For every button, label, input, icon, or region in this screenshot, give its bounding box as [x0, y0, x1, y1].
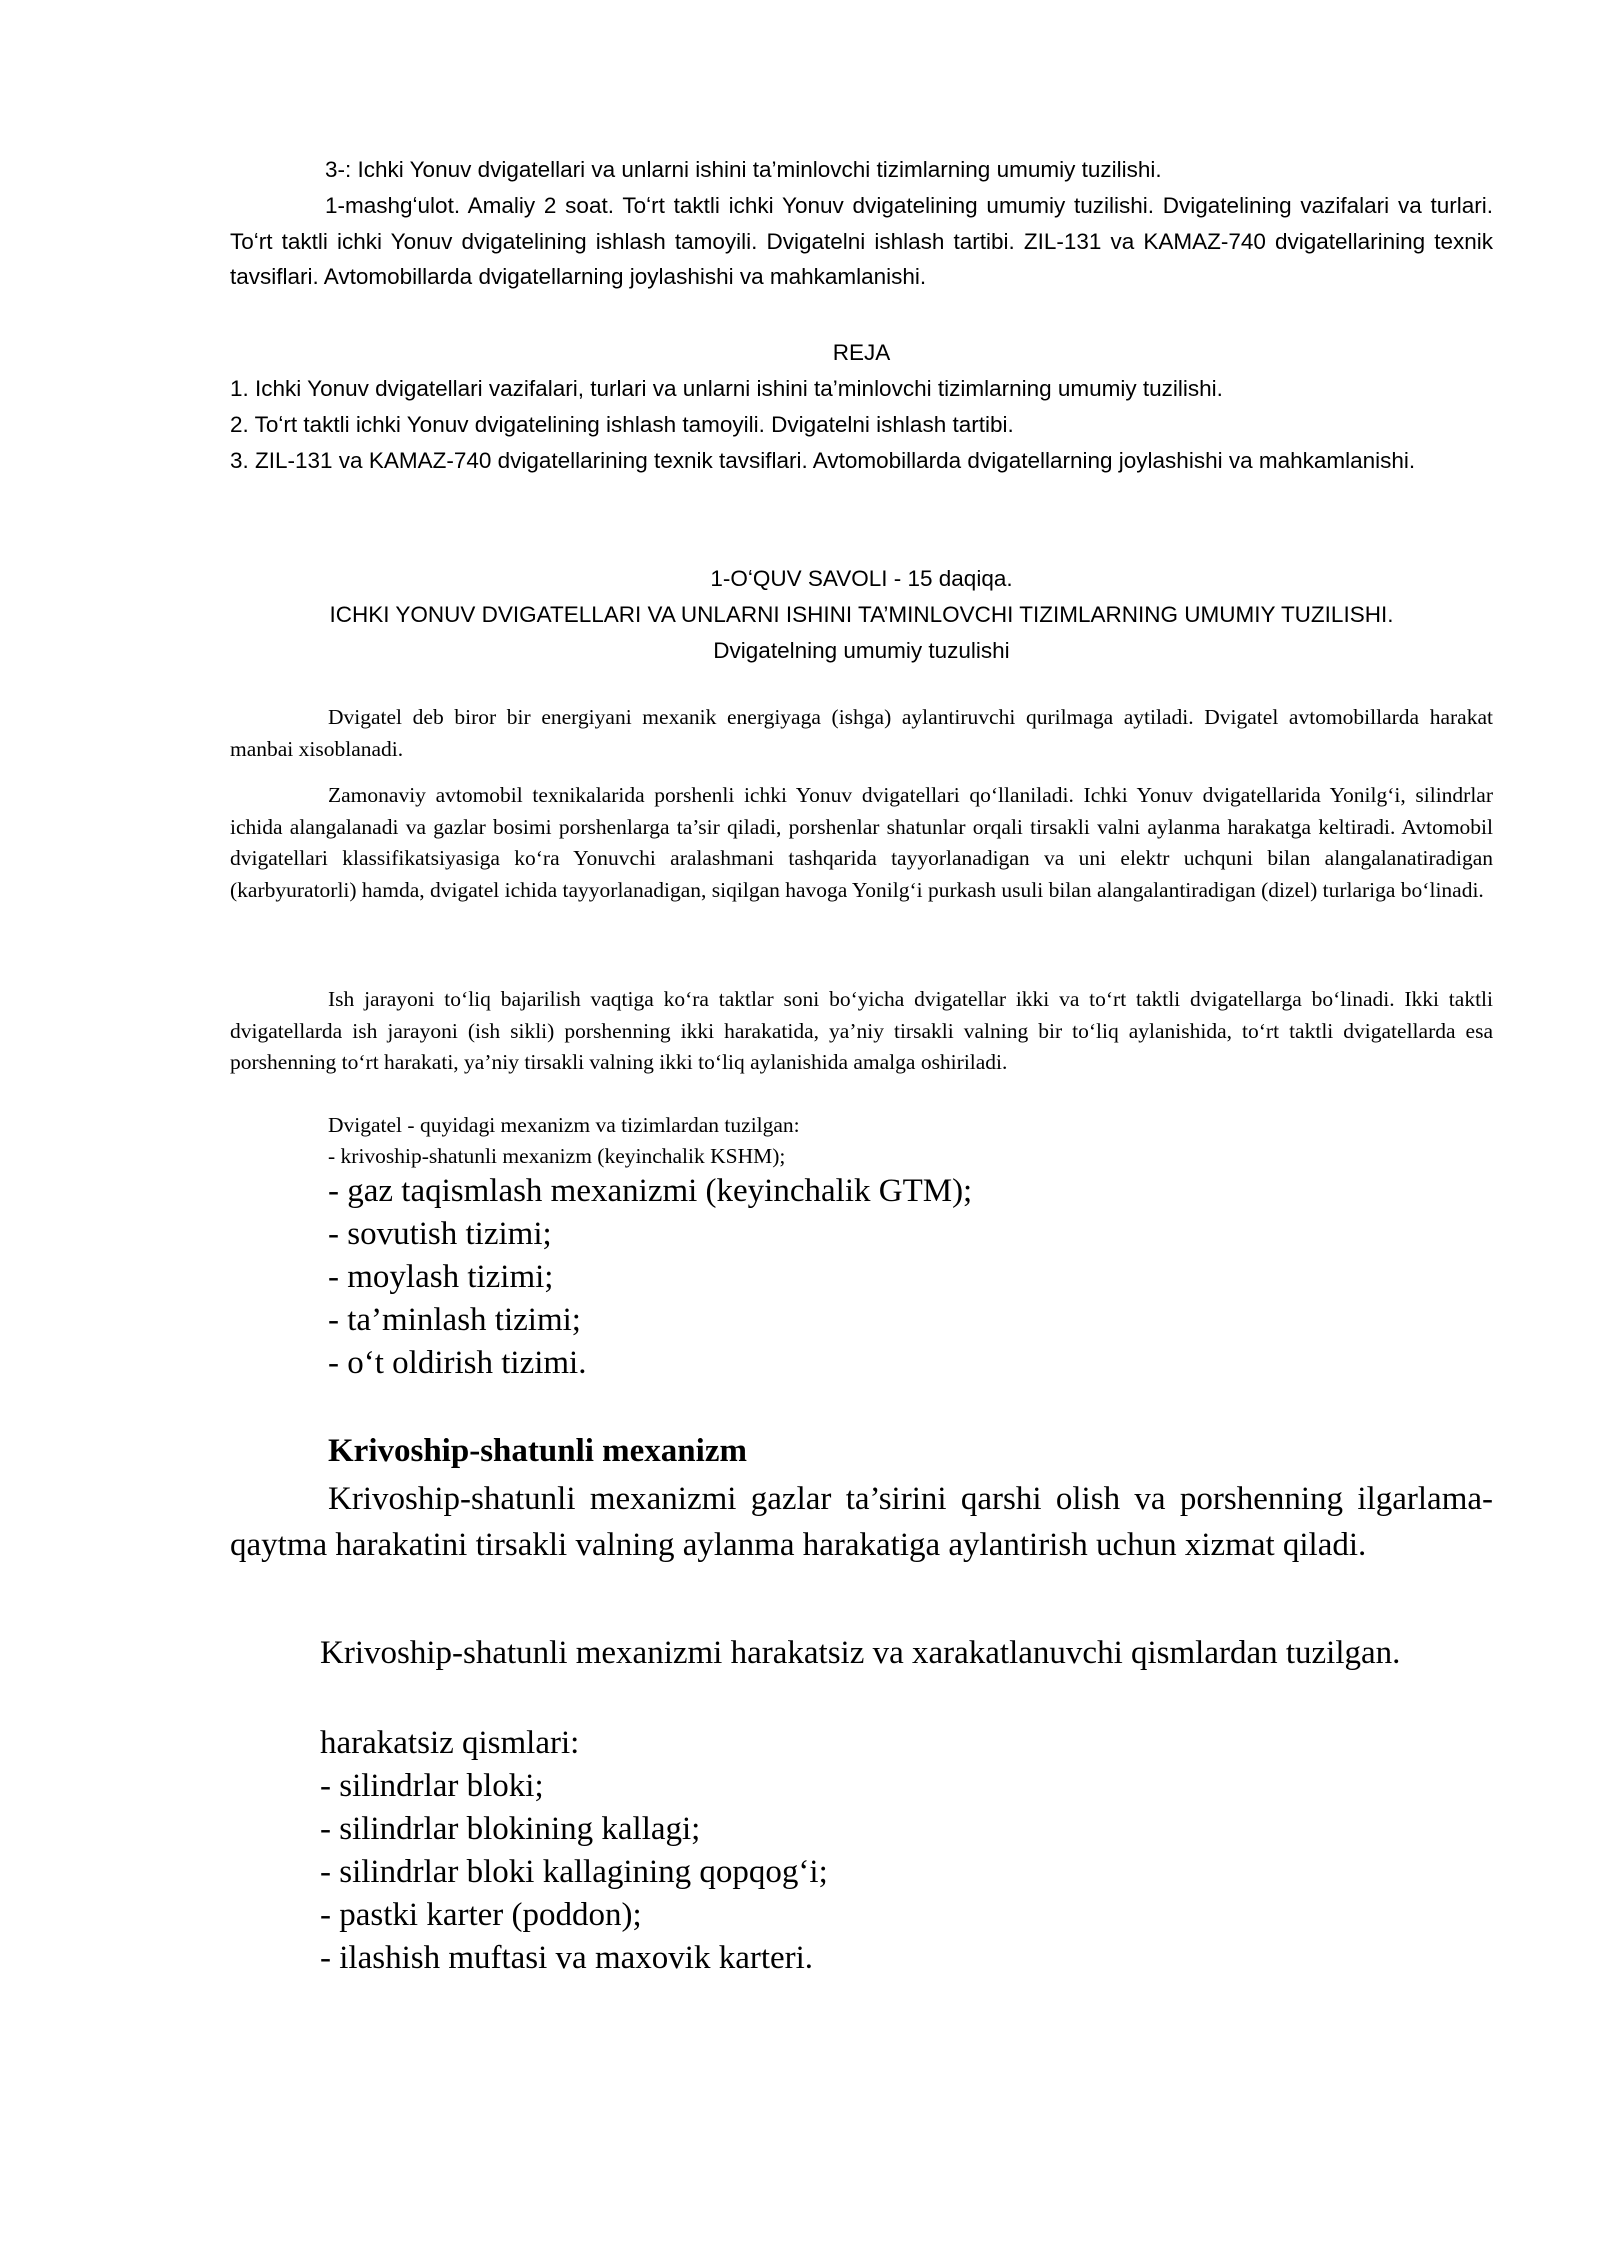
question-subtitle: Dvigatelning umumiy tuzulishi [713, 638, 1010, 663]
component-item: - gaz taqismlash mexanizmi (keyinchalik GTM); [328, 1173, 973, 1209]
component-item: - krivoship-shatunli mexanizm (keyinchalik KSHM); [328, 1144, 786, 1168]
plan-title: REJA [832, 340, 891, 365]
components-intro: Dvigatel - quyidagi mexanizm va tizimlardan tuzilgan: [328, 1113, 800, 1137]
question-label: 1-OʻQUV SAVOLI - 15 daqiqa. [710, 566, 1013, 591]
section-paragraph: Krivoship-shatunli mexanizmi gazlar ta’sirini qarshi olish va porshenning ilgarlama-qaytma harakatini tirsakli valning aylanma harakatiga aylantirish uchun xizmat qiladi. [230, 1481, 1493, 1563]
plan-item: 3. ZIL-131 va KAMAZ-740 dvigatellarining texnik tavsiflari. Avtomobillarda dvigatellarning joylashishi va mahkamlanishi. [230, 448, 1416, 473]
plan-item: 2. Toʻrt taktli ichki Yonuv dvigatelining ishlash tamoyili. Dvigatelni ishlash tartibi. [230, 412, 1014, 437]
component-item: - sovutish tizimi; [328, 1216, 552, 1252]
body-paragraph: Dvigatel deb biror bir energiyani mexanik energiyaga (ishga) aylantiruvchi qurilmaga aytiladi. Dvigatel avtomobillarda harakat manbai xisoblanadi. [230, 705, 1493, 761]
section-paragraph: Krivoship-shatunli mexanizmi harakatsiz va xarakatlanuvchi qismlardan tuzilgan. [320, 1635, 1401, 1671]
component-item: - oʻt oldirish tizimi. [328, 1345, 587, 1381]
lesson-paragraph: 1-mashgʻulot. Amaliy 2 soat. Toʻrt taktli ichki Yonuv dvigatelining umumiy tuzilishi. Dvigatelining vazifalari va turlari. Toʻrt taktli ichki Yonuv dvigatelining ishlash tamoyili. Dvigatelni ishlash tartibi. ZIL-131 va KAMAZ-740 dvigatellarining texnik tavsiflari. Avtomobillarda dvigatellarning joylashishi va mahkamlanishi. [230, 193, 1493, 289]
component-item: - moylash tizimi; [328, 1259, 554, 1295]
part-item: - pastki karter (poddon); [320, 1897, 642, 1933]
part-item: - silindrlar blokining kallagi; [320, 1811, 701, 1847]
part-item: - silindrlar bloki; [320, 1768, 544, 1804]
body-paragraph: Zamonaviy avtomobil texnikalarida porshenli ichki Yonuv dvigatellari qoʻllaniladi. Ichki Yonuv dvigatellarida Yonilgʻi, silindrlar ichida alangalanadi va gazlar bosimi porshenlarga ta’sir qiladi, porshenlar shatunlar orqali tirsakli valni aylanma harakatga keltiradi. Avtomobil dvigatellari klassifikatsiyasiga koʻra Yonuvchi aralashmani tashqarida tayyorlanadigan va uni elektr uchquni bilan alangalanatiradigan (karbyuratorli) hamda, dvigatel ichida tayyorlanadigan, siqilgan havoga Yonilgʻi purkash usuli bilan alangalantiradigan (dizel) turlariga boʻlinadi. [230, 783, 1493, 902]
topic-line: 3-: Ichki Yonuv dvigatellari va unlarni ishini ta’minlovchi tizimlarning umumiy tuzilishi. [325, 157, 1162, 182]
plan-item: 1. Ichki Yonuv dvigatellari vazifalari, turlari va unlarni ishini ta’minlovchi tizimlarning umumiy tuzilishi. [230, 376, 1223, 401]
parts-label: harakatsiz qismlari: [320, 1725, 580, 1761]
component-item: - ta’minlash tizimi; [328, 1302, 581, 1338]
section-heading: Krivoship-shatunli mexanizm [328, 1433, 747, 1469]
question-title: ICHKI YONUV DVIGATELLARI VA UNLARNI ISHINI TA’MINLOVCHI TIZIMLARNING UMUMIY TUZILISHI. [329, 602, 1394, 627]
body-paragraph: Ish jarayoni toʻliq bajarilish vaqtiga koʻra taktlar soni boʻyicha dvigatellar ikki va toʻrt taktli dvigatellarga boʻlinadi. Ikki taktli dvigatellarda ish jarayoni (ish sikli) porshenning ikki harakatida, ya’niy tirsakli valning bir toʻliq aylanishida, toʻrt taktli dvigatellarda esa porshenning toʻrt harakati, ya’niy tirsakli valning ikki toʻliq aylanishida amalga oshiriladi. [230, 987, 1493, 1074]
part-item: - ilashish muftasi va maxovik karteri. [320, 1940, 814, 1976]
part-item: - silindrlar bloki kallagining qopqogʻi; [320, 1854, 828, 1890]
